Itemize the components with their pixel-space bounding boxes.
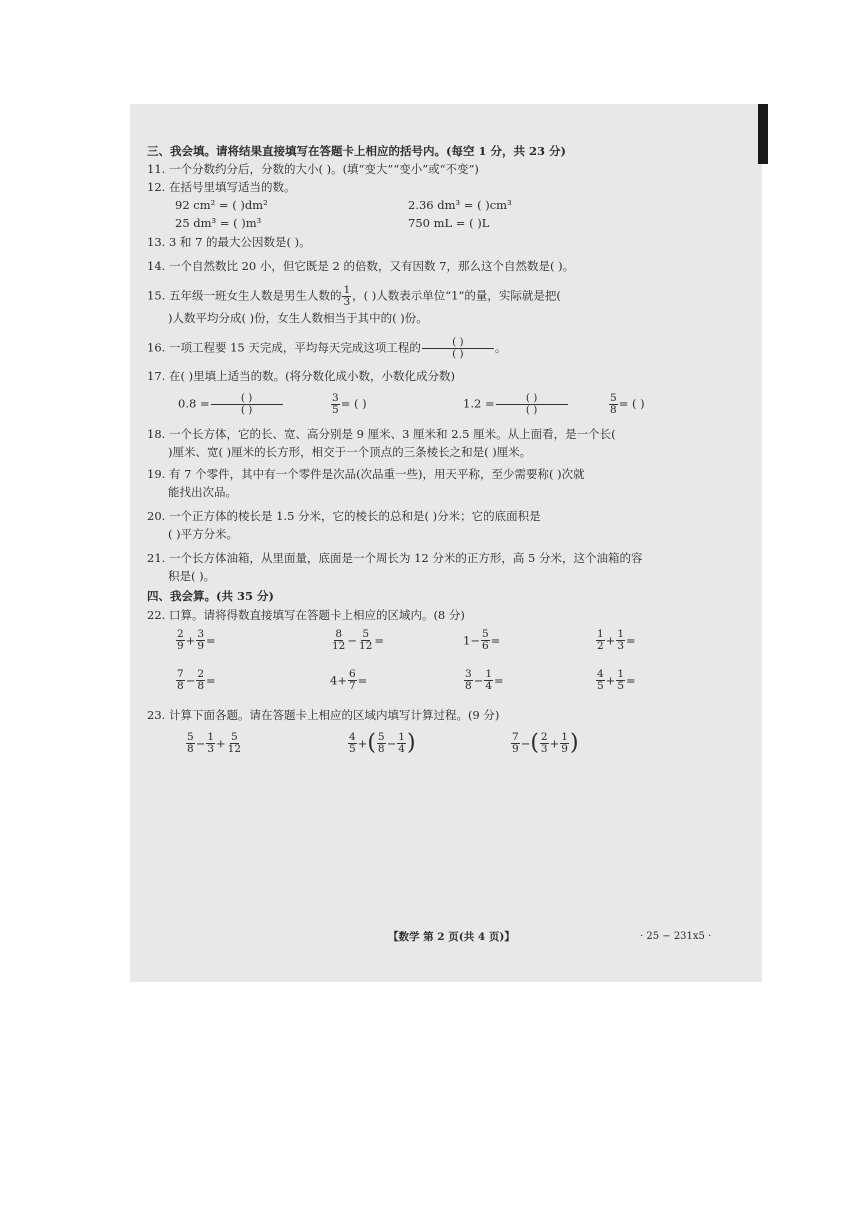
operator: − (347, 633, 358, 648)
mental-math-item (595, 629, 636, 652)
q23-expression-1 (185, 732, 243, 755)
numerator: 1 (485, 668, 493, 680)
denominator: 8 (465, 680, 472, 692)
exam-page (130, 104, 762, 982)
plus-sign: + (216, 736, 226, 751)
a-fraction (331, 629, 346, 652)
minus-sign: − (520, 736, 531, 751)
q17c-numerator: ( ) (496, 393, 568, 405)
question-15-text-2: ，( )人数表示单位“1”的量，实际就是把( (352, 288, 561, 303)
numerator: 5 (377, 731, 385, 743)
numerator: 4 (349, 731, 356, 743)
left-paren: ( (367, 730, 376, 756)
q23-expression-2 (347, 732, 416, 755)
numerator: 6 (348, 668, 356, 680)
mental-math-item (330, 669, 367, 692)
denominator: 6 (481, 640, 489, 652)
b-fraction (616, 669, 625, 692)
question-12-intro: 12. 在括号里填写适当的数。 (147, 180, 296, 194)
denominator: 8 (197, 680, 205, 692)
plus-sign: + (357, 736, 368, 751)
mental-math-item (175, 629, 216, 652)
denominator: 12 (227, 743, 242, 755)
numerator: 2 (177, 628, 184, 640)
question-15-fraction (342, 285, 351, 308)
question-20-line2: ( )平方分米。 (168, 527, 239, 541)
question-16-fraction (422, 337, 494, 360)
question-17-b (330, 393, 367, 416)
a-fraction (464, 669, 473, 692)
section-4-header: 四、我会算。(共 35 分) (147, 589, 274, 603)
denominator: 9 (561, 743, 568, 755)
question-18-line1: 18. 一个长方体，它的长、宽、高分别是 9 厘米、3 厘米和 2.5 厘米。从上面看，是一个长( (147, 427, 616, 441)
operator: + (605, 673, 616, 688)
denominator: 12 (332, 640, 346, 652)
operator: − (185, 673, 196, 688)
q17b-numerator: 3 (332, 392, 339, 404)
a-integer: 4 (330, 673, 338, 688)
numerator: 1 (597, 628, 604, 640)
question-17-c (463, 393, 569, 416)
numerator: 2 (540, 731, 548, 743)
mental-math-item (595, 669, 636, 692)
question-17-a (178, 393, 284, 416)
question-22: 22. 口算。请将得数直接填写在答题卡上相应的区域内。(8 分) (147, 608, 465, 622)
q23-3-frac-a (511, 732, 520, 755)
page-code: · 25 − 231x5 · (640, 931, 712, 942)
question-15-line2: )人数平均分成( )份，女生人数相当于其中的( )份。 (168, 311, 428, 325)
right-paren: ) (569, 730, 579, 756)
numerator: 5 (362, 628, 370, 640)
b-fraction (196, 629, 205, 652)
question-15-numerator: 1 (343, 284, 351, 296)
q23-3-frac-b (540, 732, 549, 755)
question-16 (147, 337, 506, 360)
equals-sign: = (206, 673, 216, 688)
denominator: 5 (349, 743, 356, 755)
right-paren: ) (406, 730, 416, 756)
q17d-fraction (609, 393, 618, 416)
b-fraction (348, 669, 357, 692)
question-17-intro: 17. 在( )里填上适当的数。(将分数化成小数，小数化成分数) (147, 369, 456, 383)
a-fraction (176, 669, 185, 692)
denominator: 9 (197, 640, 205, 652)
q17b-fraction (331, 393, 340, 416)
numerator: 4 (597, 668, 604, 680)
q23-2-frac-c (397, 732, 406, 755)
denominator: 8 (177, 680, 184, 692)
denominator: 4 (398, 743, 405, 755)
a-fraction (176, 629, 185, 652)
question-16-denominator: ( ) (452, 348, 464, 360)
a-fraction (596, 629, 605, 652)
q23-expression-3 (510, 732, 579, 755)
denominator: 3 (540, 743, 548, 755)
question-12-a: 92 cm² = ( )dm² (175, 198, 268, 212)
b-fraction (196, 669, 205, 692)
b-fraction (616, 629, 625, 652)
q23-1-frac-a (186, 732, 195, 755)
question-14: 14. 一个自然数比 20 小，但它既是 2 的倍数，又有因数 7，那么这个自然数是( )。 (147, 259, 575, 273)
a-fraction (596, 669, 605, 692)
denominator: 9 (177, 640, 184, 652)
question-23: 23. 计算下面各题。请在答题卡上相应的区域内填写计算过程。(9 分) (147, 708, 500, 722)
q17a-denominator: ( ) (240, 404, 253, 416)
numerator: 1 (617, 668, 625, 680)
scan-edge (758, 104, 768, 164)
q17d-numerator: 5 (610, 392, 617, 404)
equals-sign: = (490, 633, 501, 648)
question-21-line1: 21. 一个长方体油箱，从里面量，底面是一个周长为 12 分米的正方形，高 5 分米，这个油箱的容 (147, 551, 643, 565)
numerator: 1 (561, 731, 568, 743)
plus-sign: + (549, 736, 560, 751)
q17c-denominator: ( ) (525, 404, 538, 416)
q23-3-frac-c (560, 732, 569, 755)
question-16-text: 16. 一项工程要 15 天完成，平均每天完成这项工程的 (147, 340, 421, 355)
numerator: 3 (197, 628, 205, 640)
question-13: 13. 3 和 7 的最大公因数是( )。 (147, 235, 311, 249)
question-16-numerator: ( ) (422, 337, 494, 349)
b-fraction (358, 629, 373, 652)
equals-sign: = (374, 633, 385, 648)
question-12-c: 25 dm³ = ( )m³ (175, 216, 262, 230)
q17a-fraction (211, 393, 283, 416)
q23-1-frac-c (227, 732, 242, 755)
question-12-d: 750 mL = ( )L (408, 216, 490, 230)
equals-sign: = (626, 633, 636, 648)
equals-sign: = (357, 673, 368, 688)
denominator: 3 (207, 743, 215, 755)
numerator: 2 (197, 668, 205, 680)
mental-math-item (175, 669, 216, 692)
numerator: 5 (481, 628, 489, 640)
denominator: 7 (348, 680, 356, 692)
q17a-left: 0.8 = (178, 396, 210, 411)
q17b-denominator: 5 (332, 404, 339, 416)
mental-math-item (330, 629, 384, 652)
left-paren: ( (530, 730, 539, 756)
mental-math-item (463, 669, 504, 692)
q17d-denominator: 8 (610, 404, 617, 416)
numerator: 3 (465, 668, 472, 680)
operator: + (605, 633, 616, 648)
question-21-line2: 积是( )。 (168, 569, 216, 583)
question-15-line1 (147, 285, 561, 308)
question-17-d (608, 393, 645, 416)
b-fraction (481, 629, 490, 652)
question-16-end: 。 (494, 340, 507, 355)
denominator: 8 (377, 743, 385, 755)
operator: − (473, 673, 484, 688)
numerator: 1 (617, 628, 625, 640)
numerator: 7 (512, 731, 519, 743)
denominator: 5 (617, 680, 625, 692)
numerator: 8 (335, 628, 343, 640)
q17a-numerator: ( ) (211, 393, 283, 405)
question-20-line1: 20. 一个正方体的棱长是 1.5 分米，它的棱长的总和是( )分米；它的底面积是 (147, 509, 541, 523)
mental-math-item (463, 629, 500, 652)
equals-sign: = (626, 673, 636, 688)
denominator: 9 (512, 743, 519, 755)
equals-sign: = (494, 673, 504, 688)
denominator: 3 (617, 640, 625, 652)
question-15-text: 15. 五年级一班女生人数是男生人数的 (147, 288, 342, 303)
q17d-right: = ( ) (618, 396, 645, 411)
denominator: 5 (597, 680, 604, 692)
question-11: 11. 一个分数约分后，分数的大小( )。(填“变大”“变小”或“不变”) (147, 162, 479, 176)
section-3-header: 三、我会填。请将结果直接填写在答题卡上相应的括号内。(每空 1 分，共 23 分) (147, 144, 566, 158)
operator: + (337, 673, 347, 688)
question-19-line2: 能找出次品。 (168, 485, 237, 499)
numerator: 7 (177, 668, 184, 680)
denominator: 2 (597, 640, 604, 652)
numerator: 5 (187, 731, 194, 743)
operator: − (470, 633, 480, 648)
question-12-b: 2.36 dm³ = ( )cm³ (408, 198, 512, 212)
q17b-right: = ( ) (340, 396, 367, 411)
q23-1-frac-b (206, 732, 215, 755)
q17c-fraction (496, 393, 568, 416)
numerator: 1 (207, 731, 215, 743)
question-15-denominator: 3 (343, 296, 351, 308)
question-19-line1: 19. 有 7 个零件，其中有一个零件是次品(次品重一些)，用天平称，至少需要称( )次就 (147, 467, 585, 481)
question-18-line2: )厘米、宽( )厘米的长方形，相交于一个顶点的三条棱长之和是( )厘米。 (168, 445, 532, 459)
q23-2-frac-b (377, 732, 386, 755)
denominator: 8 (187, 743, 194, 755)
minus-sign: − (386, 736, 397, 751)
b-fraction (484, 669, 493, 692)
denominator: 12 (359, 640, 373, 652)
numerator: 5 (231, 731, 238, 743)
page-footer: 【数学 第 2 页(共 4 页)】 (388, 931, 515, 943)
operator: + (185, 633, 196, 648)
numerator: 1 (398, 731, 405, 743)
equals-sign: = (206, 633, 216, 648)
q23-2-frac-a (348, 732, 357, 755)
minus-sign: − (195, 736, 206, 751)
a-integer: 1 (463, 633, 471, 648)
q17c-left: 1.2 = (463, 396, 495, 411)
denominator: 4 (485, 680, 493, 692)
